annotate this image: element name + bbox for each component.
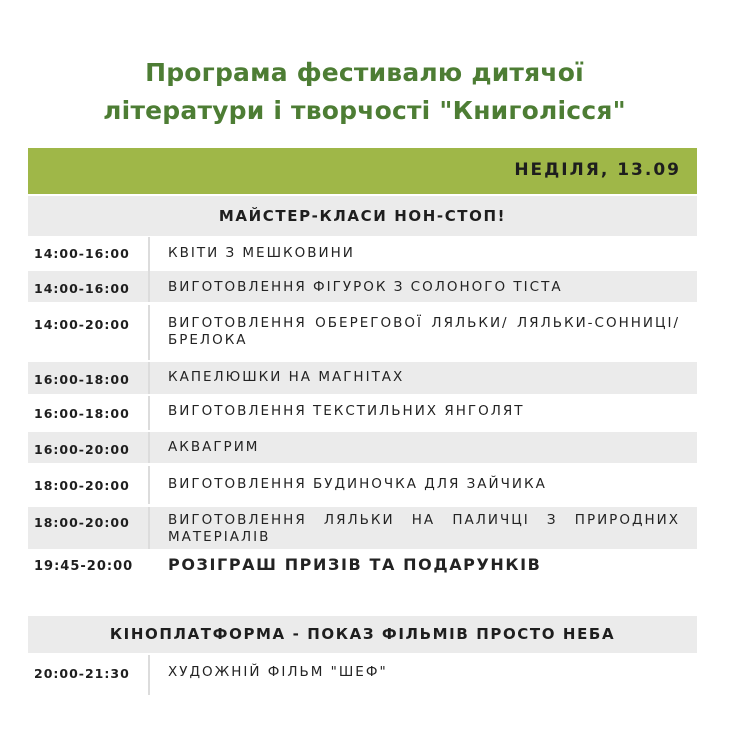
schedule-row [28,655,697,695]
column-divider [148,305,150,360]
event-title: РОЗІГРАШ ПРИЗІВ ТА ПОДАРУНКІВ [168,555,542,574]
column-divider [148,362,150,394]
column-divider [148,655,150,695]
event-time: 16:00-18:00 [34,372,130,387]
event-time: 18:00-20:00 [34,515,130,530]
event-title: ВИГОТОВЛЕННЯ ФІГУРОК З СОЛОНОГО ТІСТА [168,279,563,295]
event-title: ХУДОЖНІЙ ФІЛЬМ "ШЕФ" [168,664,388,680]
day-label: НЕДІЛЯ, 13.09 [514,160,681,180]
title-line-2: літератури і творчості "Книголісся" [103,96,626,125]
event-time: 20:00-21:30 [34,666,130,681]
page-title [0,54,729,130]
event-title: ВИГОТОВЛЕННЯ БУДИНОЧКА ДЛЯ ЗАЙЧИКА [168,476,547,492]
event-time: 18:00-20:00 [34,478,130,493]
title-line-1: Програма фестивалю дитячої [145,58,584,87]
event-title: ВИГОТОВЛЕННЯ ЛЯЛЬКИ НА ПАЛИЧЦІ З ПРИРОДНИХ МАТЕРІАЛІВ [168,512,680,545]
event-title: КВІТИ З МЕШКОВИНИ [168,245,355,261]
schedule-row [28,305,697,360]
event-title: АКВАГРИМ [168,439,260,455]
column-divider [148,432,150,463]
column-divider [148,507,150,549]
schedule-row [28,271,697,302]
event-title: ВИГОТОВЛЕННЯ ТЕКСТИЛЬНИХ ЯНГОЛЯТ [168,403,525,419]
schedule-row-highlight [28,552,697,584]
event-title: ВИГОТОВЛЕННЯ ОБЕРЕГОВОЇ ЛЯЛЬКИ/ ЛЯЛЬКИ-СОННИЦІ/БРЕЛОКА [168,315,680,348]
day-header [28,148,697,194]
section-header-cinema: КІНОПЛАТФОРМА - ПОКАЗ ФІЛЬМІВ ПРОСТО НЕБА [28,616,697,653]
event-time: 14:00-16:00 [34,281,130,296]
schedule-row [28,396,697,430]
event-time: 19:45-20:00 [34,559,134,574]
column-divider [148,237,150,271]
section-header-workshops: МАЙСТЕР-КЛАСИ НОН-СТОП! [28,196,697,236]
event-time: 14:00-20:00 [34,317,130,332]
schedule-row [28,362,697,394]
event-time: 16:00-18:00 [34,406,130,421]
column-divider [148,271,150,302]
event-title: КАПЕЛЮШКИ НА МАГНІТАХ [168,369,405,385]
event-time: 16:00-20:00 [34,442,130,457]
column-divider [148,466,150,504]
event-time: 14:00-16:00 [34,246,130,261]
schedule-row [28,507,697,549]
schedule-row [28,432,697,463]
column-divider [148,396,150,430]
schedule-row [28,466,697,504]
schedule-row [28,237,697,271]
